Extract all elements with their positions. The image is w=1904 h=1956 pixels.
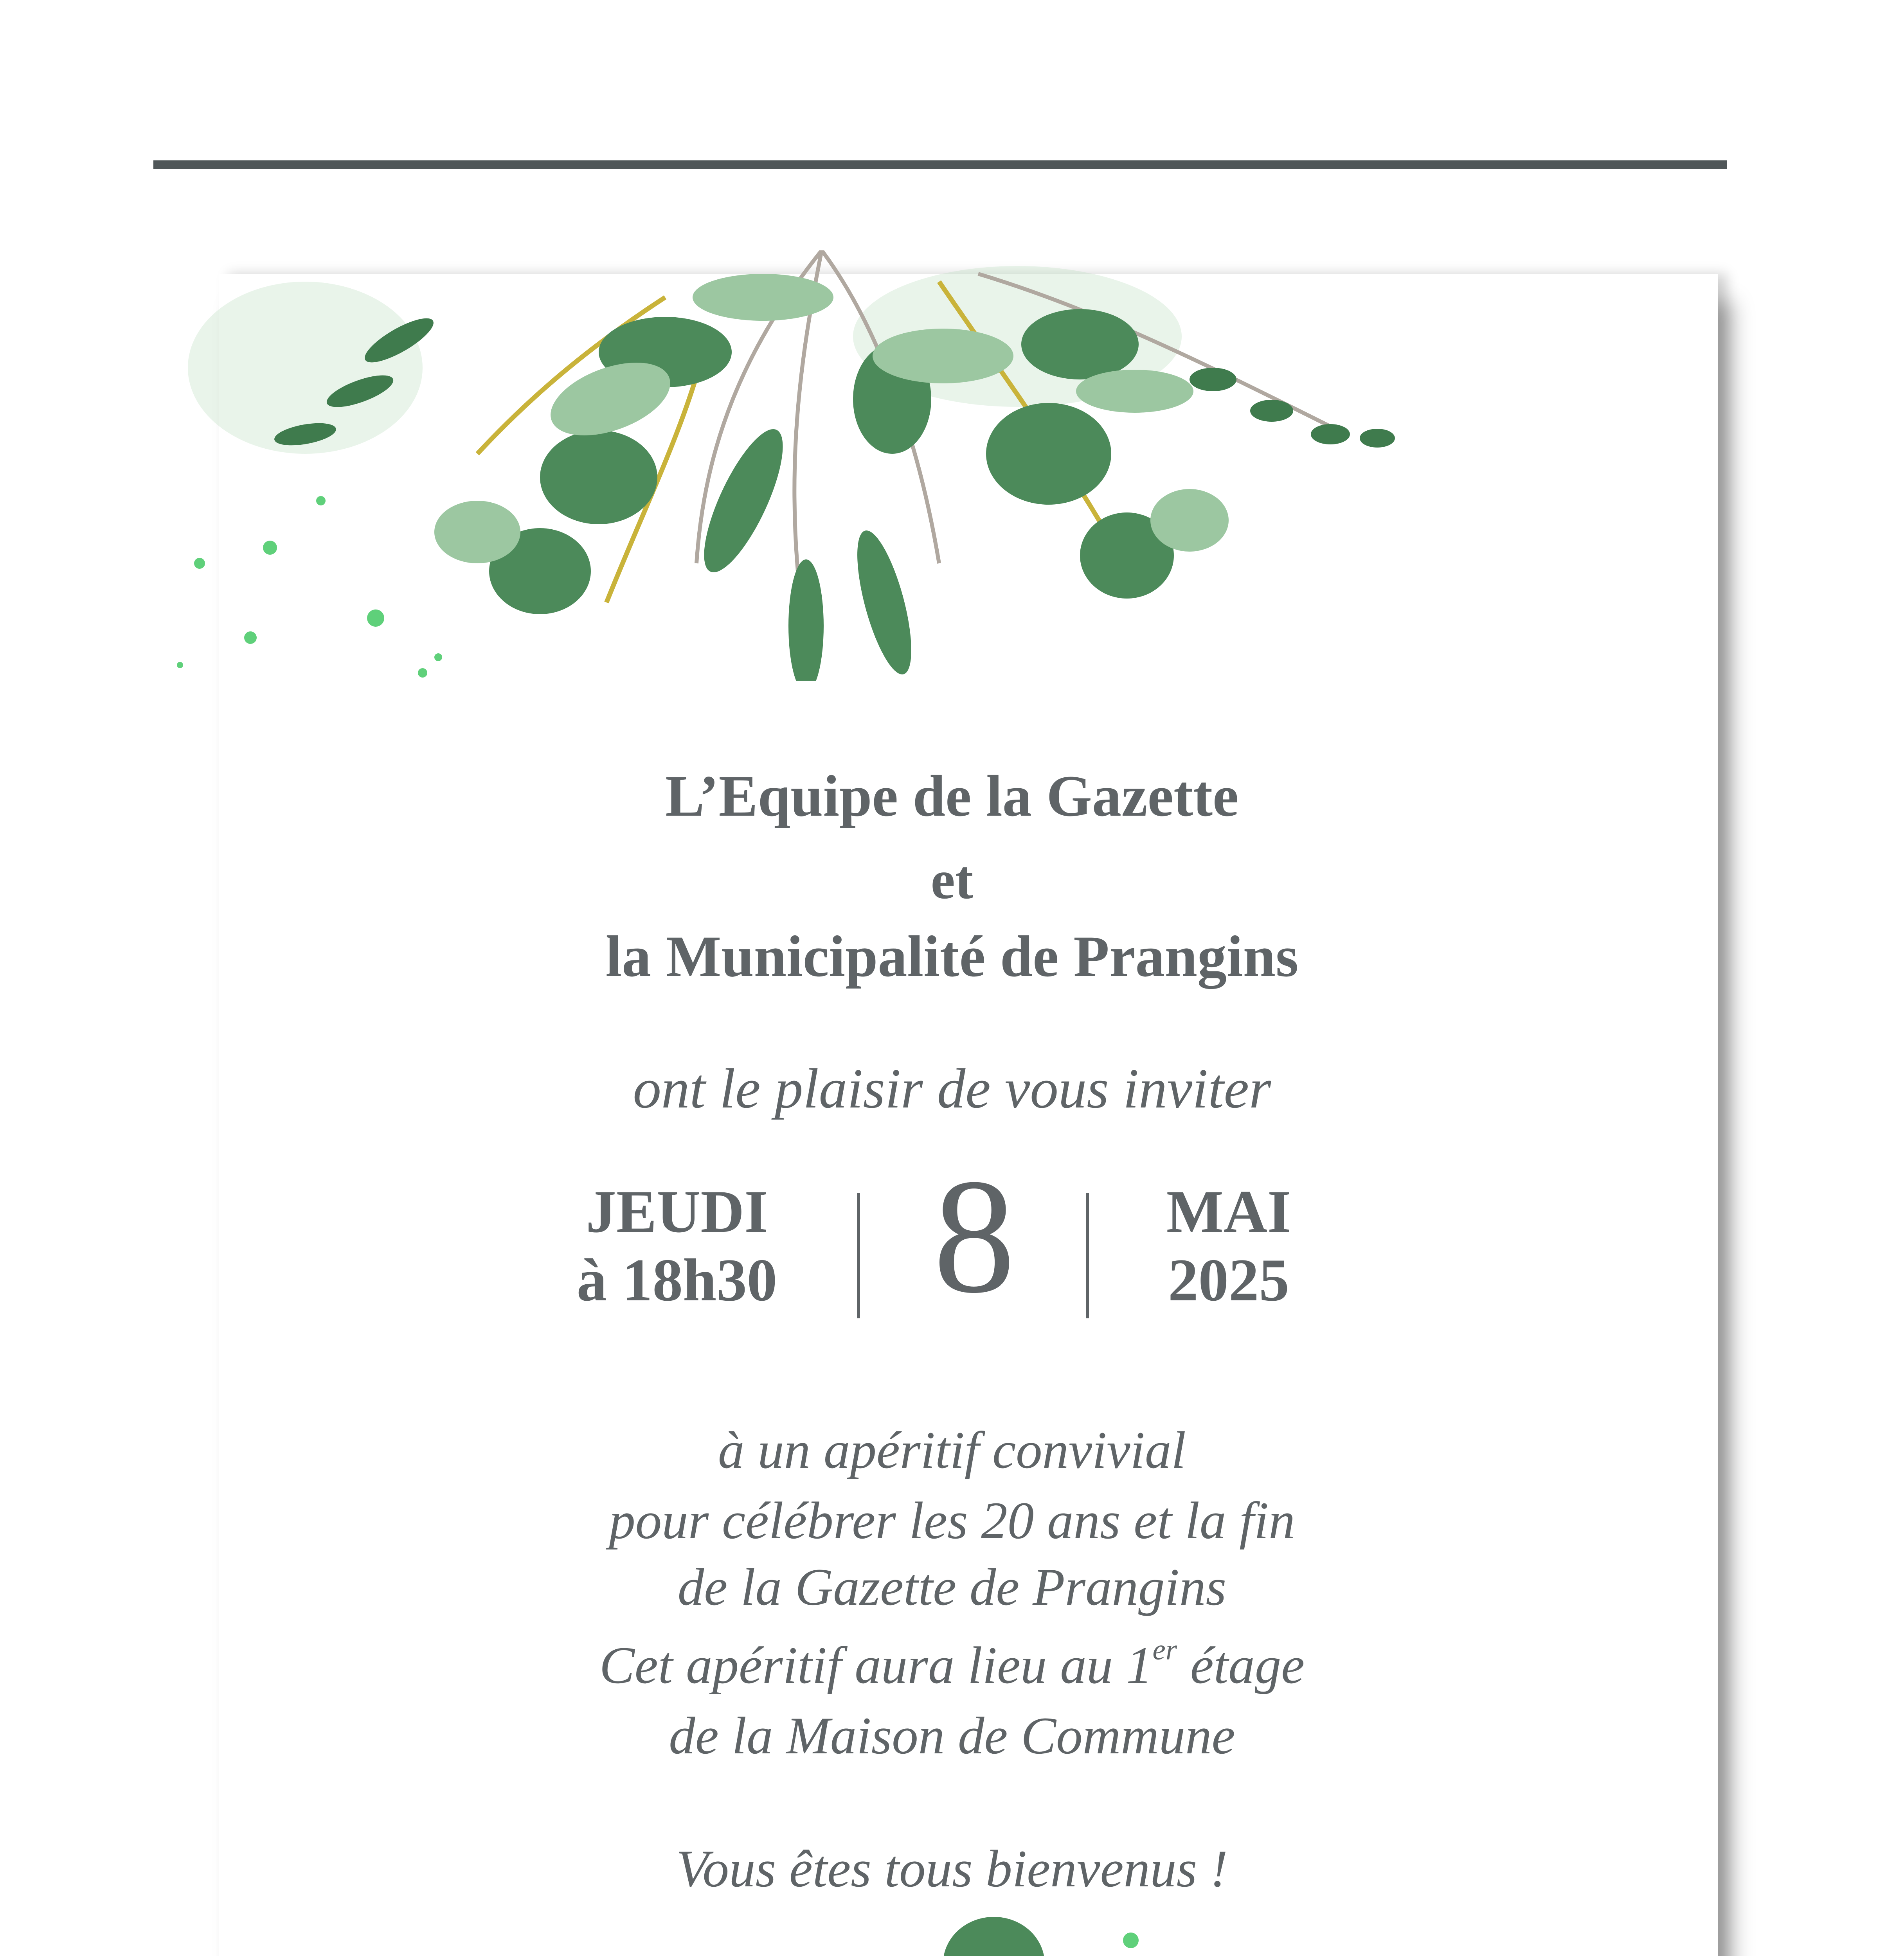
host-conjunction: et xyxy=(930,850,974,910)
event-time: à 18h30 xyxy=(576,1246,777,1314)
weekday: JEUDI xyxy=(586,1178,768,1245)
day-number: 8 xyxy=(933,1145,1015,1327)
month: MAI xyxy=(1166,1178,1291,1245)
date-separator-right xyxy=(1086,1193,1089,1318)
venue-line xyxy=(0,1634,1904,1695)
description-line: de la Gazette de Prangins xyxy=(677,1558,1227,1616)
host-line-municipality: la Municipalité de Prangins xyxy=(605,924,1299,989)
top-rule xyxy=(153,160,1727,169)
eucalyptus-bottom-illustration xyxy=(266,1917,1643,1956)
description-line: à un apéritif convivial xyxy=(718,1421,1186,1480)
floor-ordinal: er xyxy=(1152,1634,1177,1666)
venue-text-end: étage xyxy=(1177,1636,1305,1695)
host-line-team: L’Equipe de la Gazette xyxy=(665,764,1239,829)
invite-line: ont le plaisir de vous inviter xyxy=(633,1057,1271,1120)
date-separator-left xyxy=(857,1193,860,1318)
venue-text: Cet apéritif aura lieu au 1 xyxy=(599,1636,1153,1695)
description-line: pour célébrer les 20 ans et la fin xyxy=(609,1492,1295,1550)
venue-line: de la Maison de Commune xyxy=(669,1707,1235,1765)
year: 2025 xyxy=(1168,1246,1289,1314)
weekday-block xyxy=(540,1178,814,1314)
welcome-line: Vous êtes tous bienvenus ! xyxy=(676,1840,1228,1898)
month-block xyxy=(1127,1178,1330,1314)
eucalyptus-top-illustration xyxy=(157,250,1409,681)
